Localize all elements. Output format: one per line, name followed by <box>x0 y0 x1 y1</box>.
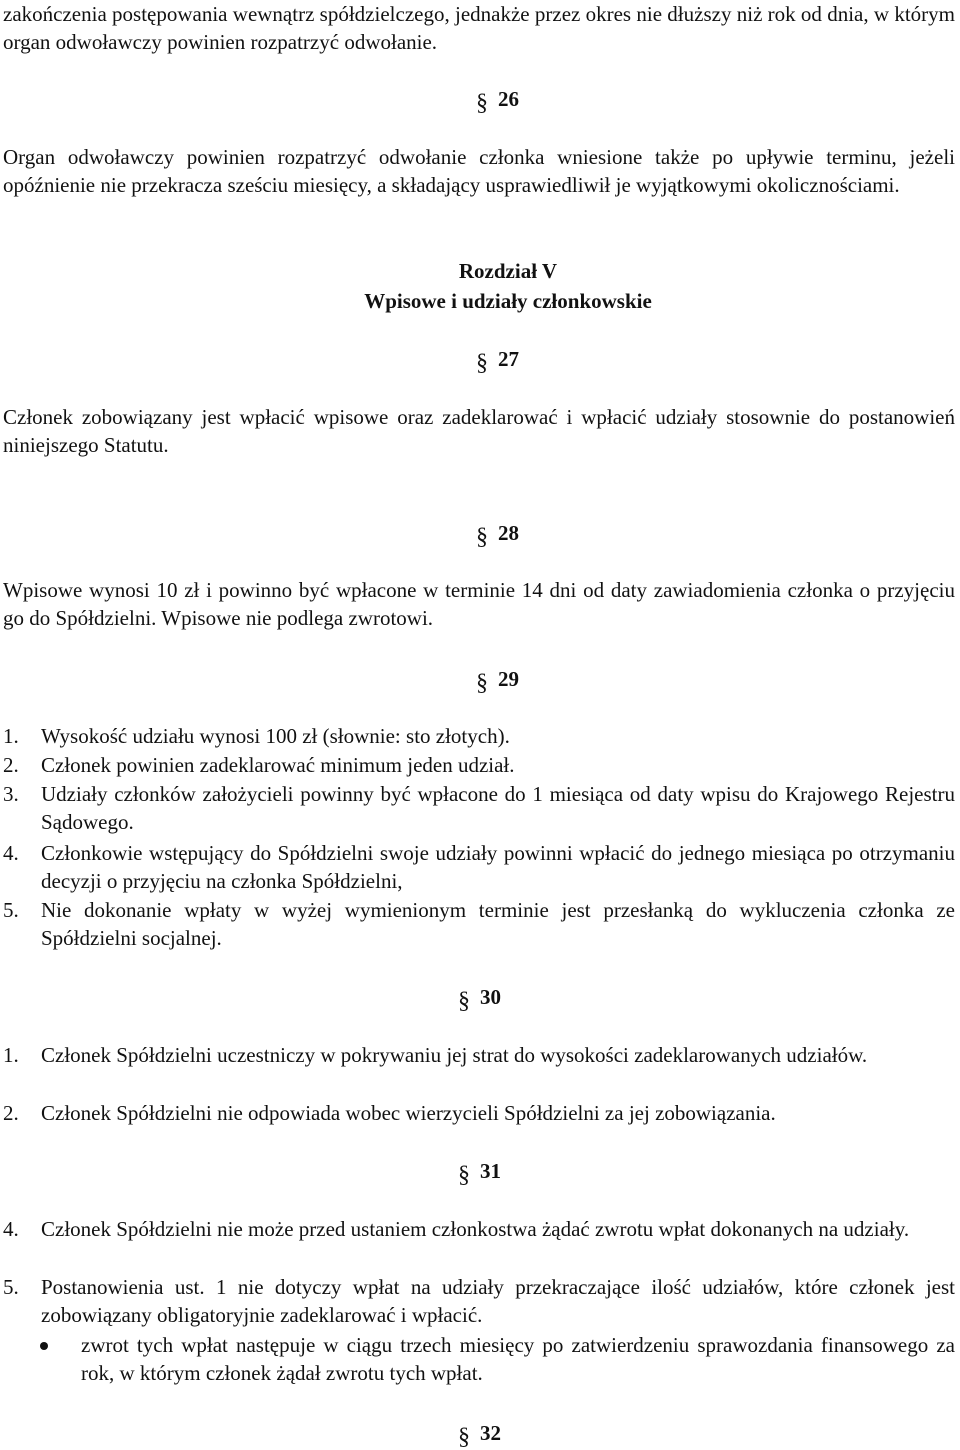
item-number: 3. <box>3 782 19 806</box>
section-27-heading <box>476 346 519 376</box>
intro-paragraph: zakończenia postępowania wewnątrz spółdzielczego, jednakże przez okres nie dłuższy niż rok od dnia, w którym organ odwoławczy powinien rozpatrzyć odwołanie. <box>3 2 955 54</box>
section-number: 27 <box>498 347 519 371</box>
section-30-heading <box>458 984 501 1014</box>
section-sign: § <box>476 524 488 550</box>
section-sign: § <box>458 1162 470 1188</box>
section-number: 32 <box>480 1421 501 1445</box>
section-29-item-1 <box>3 722 955 750</box>
section-29-item-3 <box>3 780 955 836</box>
section-29-heading <box>476 666 519 696</box>
section-30-item-2 <box>3 1099 955 1127</box>
item-text: Członek Spółdzielni uczestniczy w pokrywaniu jej strat do wysokości zadeklarowanych udziałów. <box>41 1043 868 1067</box>
item-text: Członek Spółdzielni nie odpowiada wobec wierzycieli Spółdzielni za jej zobowiązania. <box>41 1101 776 1125</box>
section-30-item-1 <box>3 1041 955 1069</box>
item-text: Członkowie wstępujący do Spółdzielni swoje udziały powinni wpłacić do jednego miesiąca po otrzymaniu decyzji o przyjęciu na członka Spółdzielni, <box>41 841 955 893</box>
section-28-text: Wpisowe wynosi 10 zł i powinno być wpłacone w terminie 14 dni od daty zawiadomienia członka o przyjęciu go do Spółdzielni. Wpisowe nie podlega zwrotowi. <box>3 578 955 630</box>
section-sign: § <box>476 670 488 696</box>
item-number: 1. <box>3 724 19 748</box>
item-number: 5. <box>3 898 19 922</box>
chapter-title: Rozdział V <box>458 259 558 283</box>
section-26-heading <box>476 86 519 116</box>
section-28-heading <box>476 520 519 550</box>
item-number: 4. <box>3 1217 19 1241</box>
item-number: 2. <box>3 1101 19 1125</box>
item-number: 4. <box>3 841 19 865</box>
item-number: 2. <box>3 753 19 777</box>
section-26-text: Organ odwoławczy powinien rozpatrzyć odwołanie członka wniesione także po upływie terminu, jeżeli opóźnienie nie przekracza sześciu miesięcy, a składający usprawiedliwił je wyjątkowymi okolicznościami. <box>3 145 955 197</box>
section-number: 30 <box>480 985 501 1009</box>
section-29-item-5 <box>3 896 955 952</box>
section-29-item-4 <box>3 839 955 895</box>
section-number: 26 <box>498 87 519 111</box>
section-31-item-5 <box>3 1273 955 1329</box>
section-27-text: Członek zobowiązany jest wpłacić wpisowe oraz zadeklarować i wpłacić udziały stosownie do postanowień niniejszego Statutu. <box>3 405 955 457</box>
section-31-bullet-item <box>3 1331 955 1387</box>
item-text: Udziały członków założycieli powinny być wpłacone do 1 miesiąca od daty wpisu do Krajowego Rejestru Sądowego. <box>41 782 955 834</box>
section-number: 31 <box>480 1159 501 1183</box>
item-text: Postanowienia ust. 1 nie dotyczy wpłat na udziały przekraczające ilość udziałów, które członek jest zobowiązany obligatoryjnie zadeklarować i wpłacić. <box>41 1275 955 1327</box>
section-31-item-4 <box>3 1215 955 1243</box>
section-sign: § <box>458 988 470 1014</box>
bullet-dot-icon <box>40 1342 48 1350</box>
section-number: 28 <box>498 521 519 545</box>
section-number: 29 <box>498 667 519 691</box>
item-text: Członek powinien zadeklarować minimum jeden udział. <box>41 753 515 777</box>
section-32-heading <box>458 1420 501 1450</box>
chapter-subtitle: Wpisowe i udziały członkowskie <box>364 289 652 313</box>
item-number: 5. <box>3 1275 19 1299</box>
item-text: Wysokość udziału wynosi 100 zł (słownie: sto złotych). <box>41 724 510 748</box>
section-sign: § <box>476 350 488 376</box>
item-number: 1. <box>3 1043 19 1067</box>
section-29-item-2 <box>3 751 955 779</box>
item-text: Nie dokonanie wpłaty w wyżej wymienionym terminie jest przesłanką do wykluczenia członka ze Spółdzielni socjalnej. <box>41 898 955 950</box>
section-31-heading <box>458 1158 501 1188</box>
bullet-text: zwrot tych wpłat następuje w ciągu trzech miesięcy po zatwierdzeniu sprawozdania finansowego za rok, w którym członek żądał zwrotu tych wpłat. <box>81 1333 955 1385</box>
item-text: Członek Spółdzielni nie może przed ustaniem członkostwa żądać zwrotu wpłat dokonanych na udziały. <box>41 1217 910 1241</box>
section-sign: § <box>476 90 488 116</box>
section-sign: § <box>458 1424 470 1450</box>
